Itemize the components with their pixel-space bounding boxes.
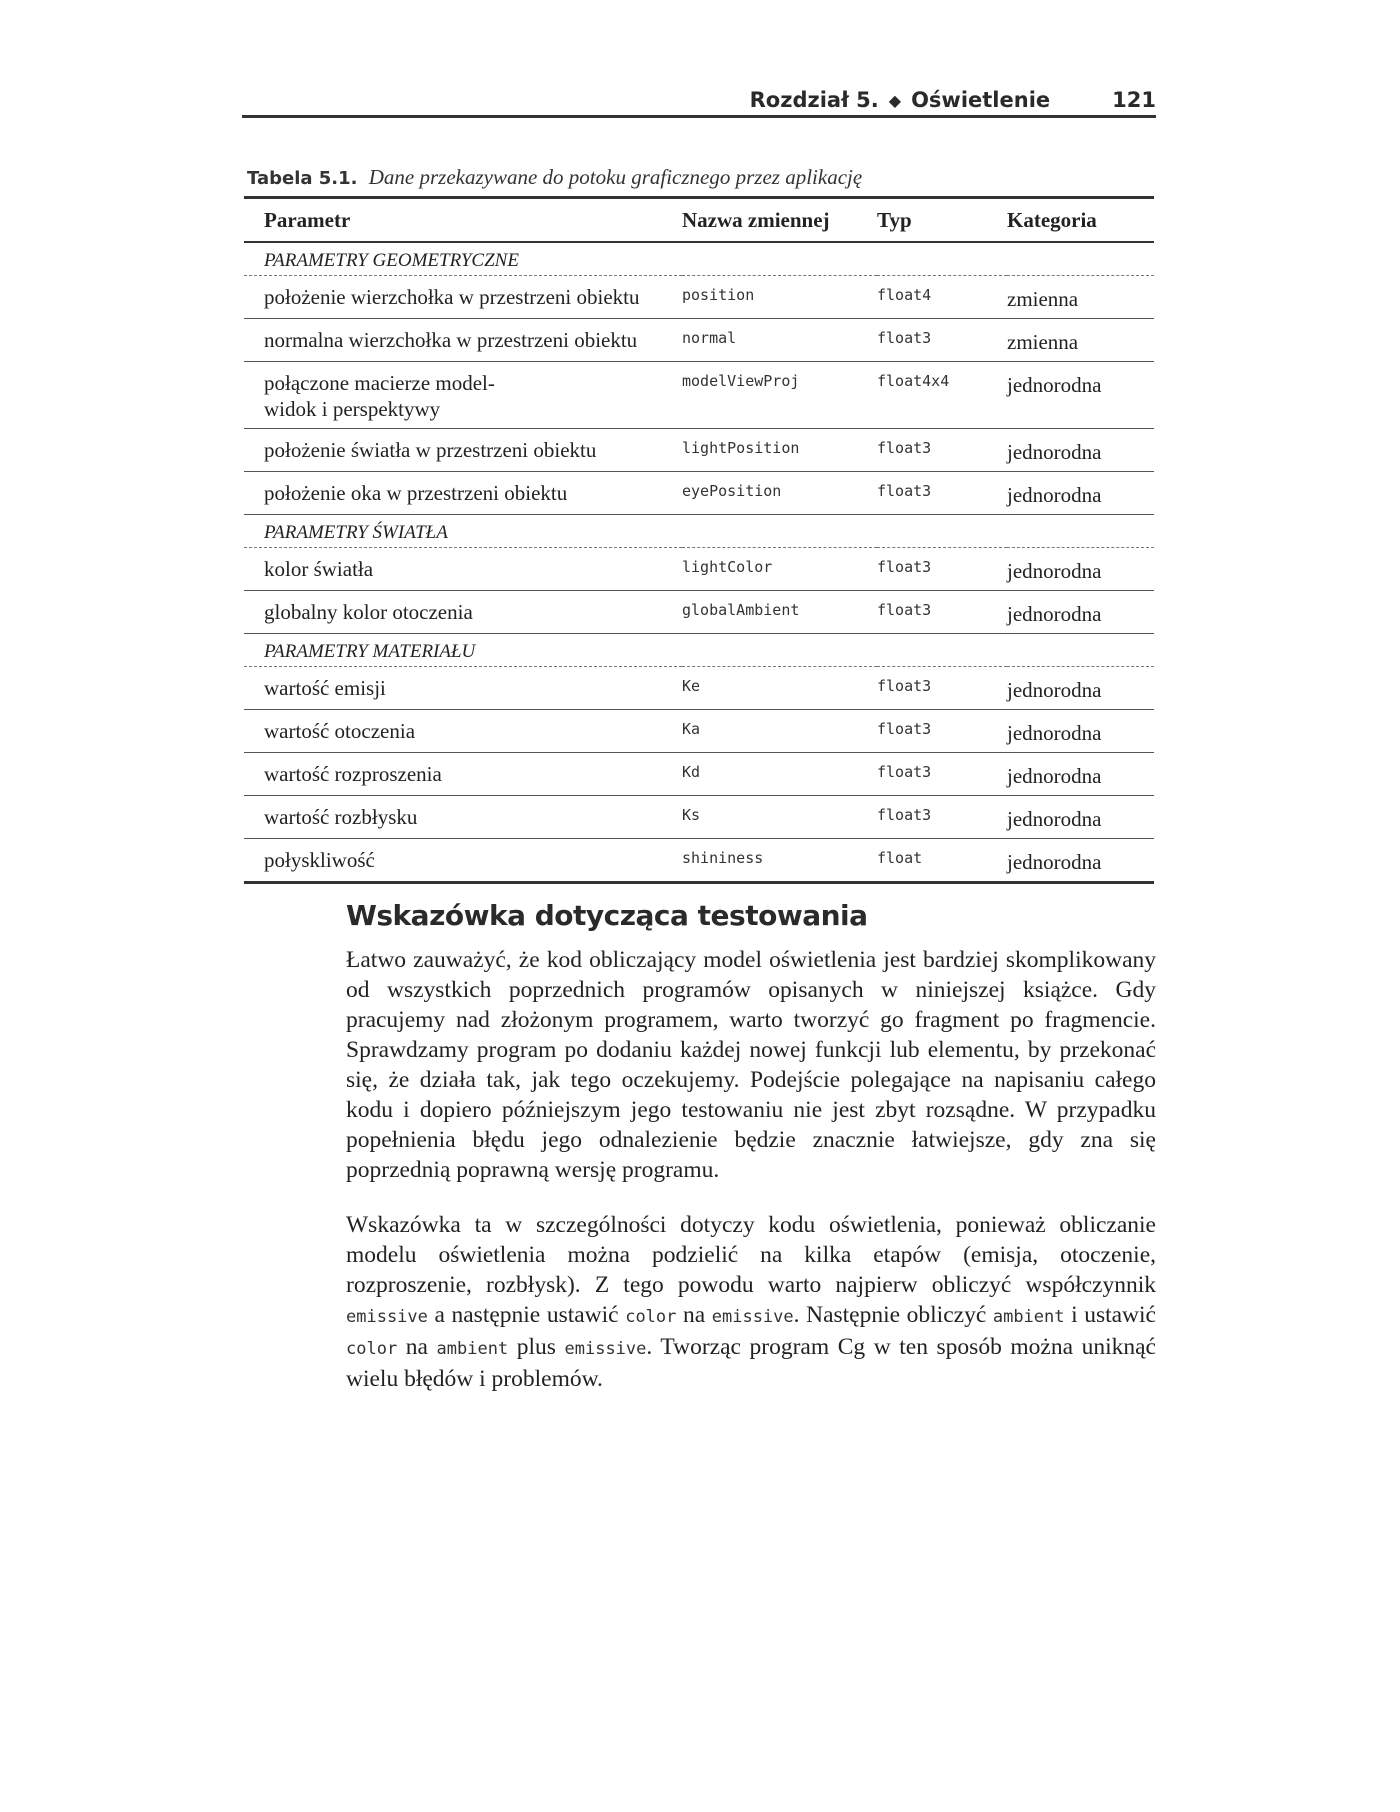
chapter-label: Rozdział 5. [749, 88, 879, 112]
cell-variable-name: globalAmbient [682, 591, 877, 634]
cell-param: kolor światła [244, 548, 682, 591]
paragraph-2-text: i ustawić [1064, 1302, 1156, 1328]
table-header-row [244, 198, 1154, 243]
cell-variable-name: eyePosition [682, 472, 877, 515]
cell-category: zmienna [1007, 276, 1154, 319]
cell-type: float3 [877, 472, 1007, 515]
cell-type: float3 [877, 667, 1007, 710]
cell-param: położenie wierzchołka w przestrzeni obiektu [244, 276, 682, 319]
paragraph-2-text: Wskazówka ta w szczególności dotyczy kodu oświetlenia, ponieważ obliczanie modelu oświetlenia można podzielić na kilka etapów (emisja, otoczenie, rozproszenie, rozbłysk). Z tego powodu warto najpierw obliczyć współczynnik [346, 1212, 1156, 1298]
cell-param: położenie oka w przestrzeni obiektu [244, 472, 682, 515]
section-title: PARAMETRY GEOMETRYCZNE [244, 242, 1154, 276]
cell-category: jednorodna [1007, 591, 1154, 634]
cell-param: wartość otoczenia [244, 710, 682, 753]
cell-category: jednorodna [1007, 548, 1154, 591]
cell-param: normalna wierzchołka w przestrzeni obiektu [244, 319, 682, 362]
paragraph-2-text: plus [508, 1334, 565, 1360]
cell-param: położenie światła w przestrzeni obiektu [244, 429, 682, 472]
separator-diamond-icon: ◆ [888, 91, 902, 110]
table-caption [247, 165, 862, 190]
cell-type: float3 [877, 710, 1007, 753]
data-table [244, 196, 1154, 884]
table-section-row [244, 242, 1154, 276]
cell-variable-name: normal [682, 319, 877, 362]
paragraph-1: Łatwo zauważyć, że kod obliczający model oświetlenia jest bardziej skomplikowany od wszystkich poprzednich programów opisanych w niniejszej książce. Gdy pracujemy nad złożonym programem, warto tworzyć go fragment po fragmencie. Sprawdzamy program po dodaniu każdej nowej funkcji lub elementu, by przekonać się, że działa tak, jak tego oczekujemy. Podejście polegające na napisaniu całego kodu i dopiero późniejszym jego testowaniu nie jest zbyt rozsądne. W przypadku popełnienia błędu jego odnalezienie będzie znacznie łatwiejsze, gdy zna się poprzednią poprawną wersję programu. [346, 947, 1156, 1183]
table-section-row [244, 515, 1154, 548]
paragraph-2-text: na [397, 1334, 437, 1360]
table-section-row [244, 634, 1154, 667]
cell-category: jednorodna [1007, 362, 1154, 429]
cell-variable-name: Ke [682, 667, 877, 710]
cell-type: float3 [877, 548, 1007, 591]
cell-category: jednorodna [1007, 472, 1154, 515]
paragraph-2-text: na [676, 1302, 712, 1328]
cell-param: wartość rozbłysku [244, 796, 682, 839]
cell-category: jednorodna [1007, 839, 1154, 883]
cell-category: jednorodna [1007, 753, 1154, 796]
cell-type: float3 [877, 753, 1007, 796]
cell-param: wartość rozproszenia [244, 753, 682, 796]
cell-type: float4 [877, 276, 1007, 319]
inline-code: emissive [711, 1307, 794, 1327]
cell-category: jednorodna [1007, 710, 1154, 753]
cell-type: float [877, 839, 1007, 883]
column-header-kategoria: Kategoria [1007, 198, 1154, 243]
table-row [244, 591, 1154, 634]
table-row [244, 710, 1154, 753]
inline-code: ambient [436, 1339, 509, 1359]
table-row [244, 753, 1154, 796]
inline-code: ambient [992, 1307, 1065, 1327]
section-title: PARAMETRY MATERIAŁU [244, 634, 1154, 667]
cell-variable-name: Ka [682, 710, 877, 753]
paragraph-2-text: a następnie ustawić [427, 1302, 626, 1328]
cell-param: wartość emisji [244, 667, 682, 710]
table-row [244, 276, 1154, 319]
cell-category: zmienna [1007, 319, 1154, 362]
cell-variable-name: lightColor [682, 548, 877, 591]
table-row [244, 839, 1154, 883]
table-row [244, 667, 1154, 710]
section-label: Oświetlenie [911, 88, 1051, 112]
table-caption-text: Dane przekazywane do potoku graficznego przez aplikację [368, 165, 863, 189]
table-row [244, 429, 1154, 472]
cell-variable-name: shininess [682, 839, 877, 883]
inline-code: emissive [564, 1339, 647, 1359]
table-row [244, 362, 1154, 429]
table-row [244, 796, 1154, 839]
cell-variable-name: Ks [682, 796, 877, 839]
cell-type: float3 [877, 429, 1007, 472]
section-title: PARAMETRY ŚWIATŁA [244, 515, 1154, 548]
cell-param: połyskliwość [244, 839, 682, 883]
cell-category: jednorodna [1007, 429, 1154, 472]
cell-variable-name: position [682, 276, 877, 319]
paragraph-2-text: . Następnie obliczyć [793, 1302, 993, 1328]
cell-param: połączone macierze model-widok i perspektywy [244, 362, 682, 429]
cell-type: float4x4 [877, 362, 1007, 429]
inline-code: color [346, 1339, 398, 1359]
column-header-parametr: Parametr [244, 198, 682, 243]
table-row [244, 548, 1154, 591]
paragraph-2 [346, 1210, 1156, 1394]
cell-variable-name: modelViewProj [682, 362, 877, 429]
running-header [242, 84, 1156, 118]
table-row [244, 319, 1154, 362]
table-row [244, 472, 1154, 515]
page-number: 121 [1112, 88, 1156, 112]
cell-param: globalny kolor otoczenia [244, 591, 682, 634]
column-header-typ: Typ [877, 198, 1007, 243]
section-heading: Wskazówka dotycząca testowania [346, 899, 868, 933]
paragraph-2-text: . Tworząc program Cg w ten sposób można uniknąć wielu błędów i problemów. [346, 1334, 1156, 1392]
cell-variable-name: Kd [682, 753, 877, 796]
cell-variable-name: lightPosition [682, 429, 877, 472]
inline-code: emissive [346, 1307, 428, 1327]
cell-type: float3 [877, 796, 1007, 839]
cell-type: float3 [877, 319, 1007, 362]
table-caption-label: Tabela 5.1. [247, 168, 358, 189]
cell-category: jednorodna [1007, 667, 1154, 710]
cell-category: jednorodna [1007, 796, 1154, 839]
column-header-nazwa-zmiennej: Nazwa zmiennej [682, 198, 877, 243]
inline-code: color [625, 1307, 677, 1327]
cell-type: float3 [877, 591, 1007, 634]
